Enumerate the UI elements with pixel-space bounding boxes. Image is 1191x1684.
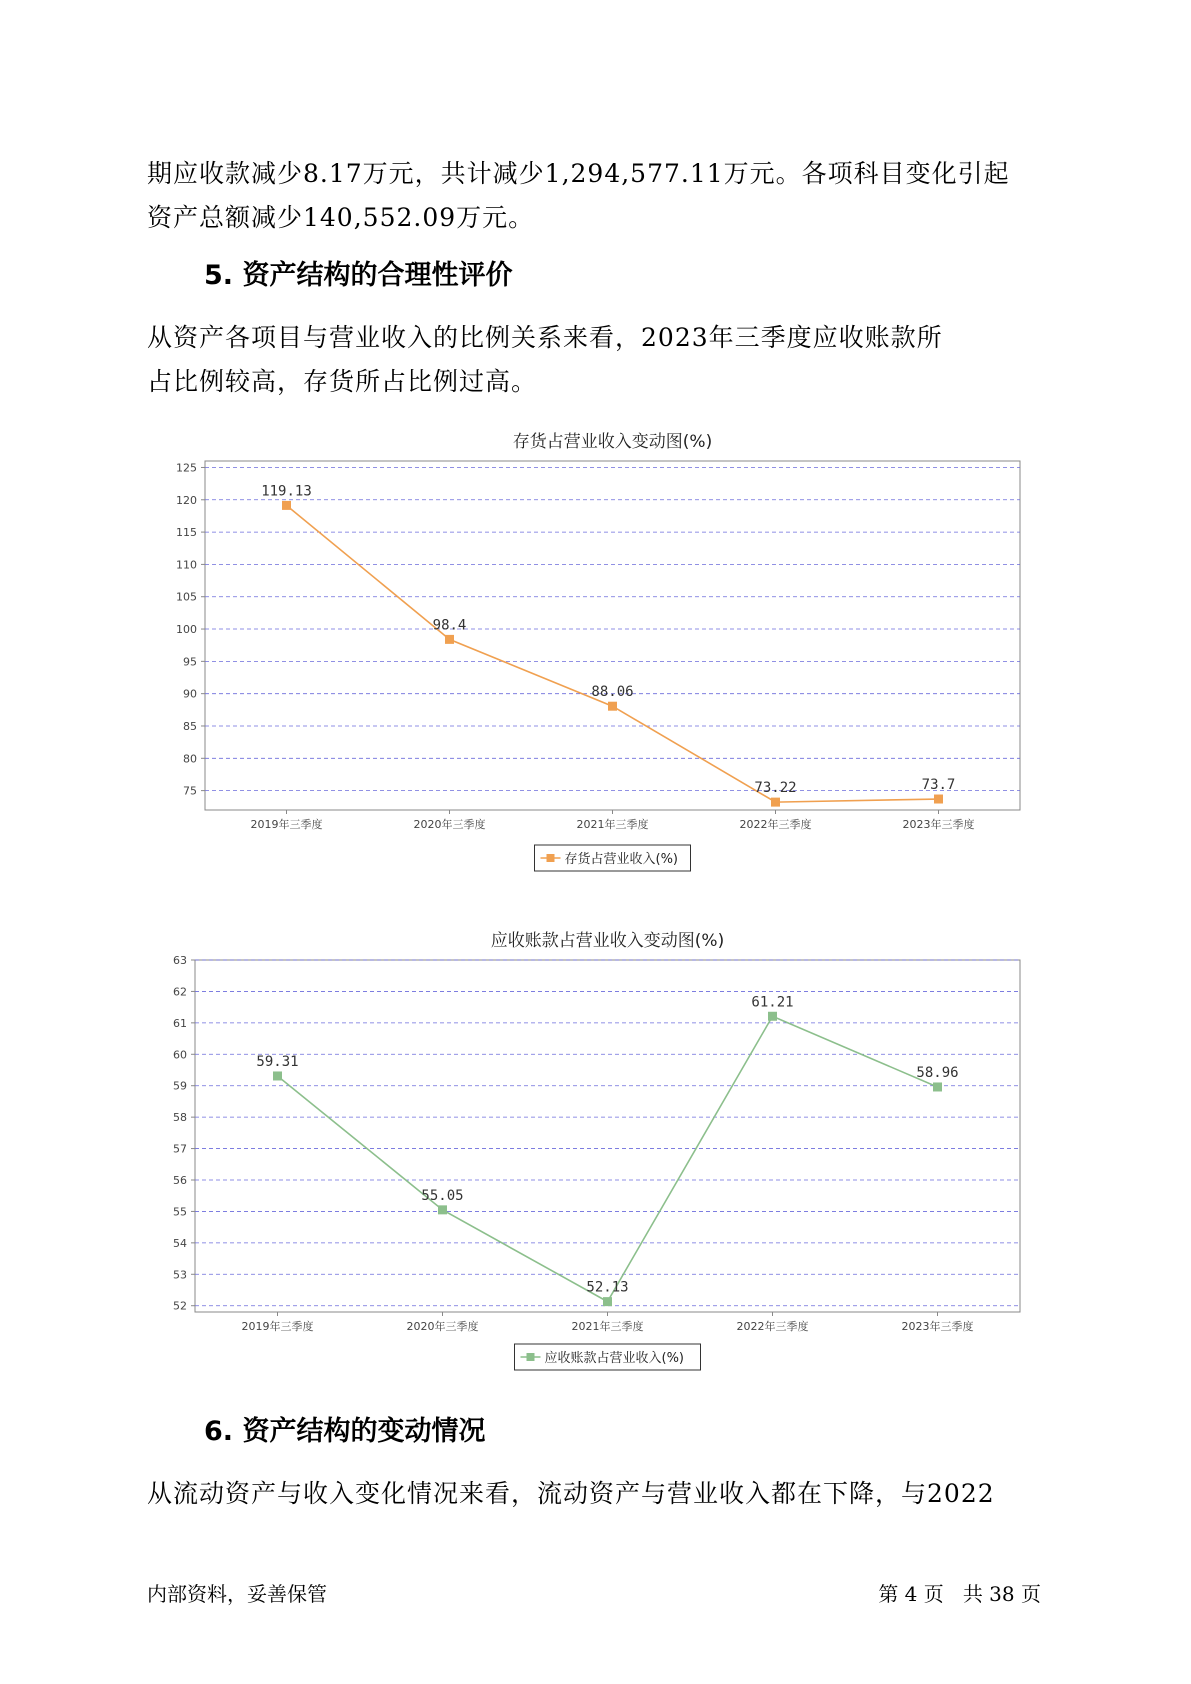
- y-tick-label: 110: [176, 558, 197, 572]
- y-tick-label: 105: [176, 590, 197, 604]
- data-label: 73.22: [754, 780, 797, 797]
- x-tick-label: 2023年三季度: [901, 1320, 974, 1333]
- y-tick-label: 62: [173, 985, 187, 999]
- plot-area: [205, 461, 1020, 810]
- paragraph-line: 从流动资产与收入变化情况来看，流动资产与营业收入都在下降，与2022: [147, 1479, 995, 1508]
- data-point: [608, 702, 617, 711]
- x-tick-label: 2020年三季度: [413, 818, 486, 831]
- y-tick-label: 80: [183, 752, 197, 766]
- inventory-ratio-chart: [150, 425, 1030, 885]
- data-point: [445, 635, 454, 644]
- data-point: [934, 795, 943, 804]
- y-tick-label: 85: [183, 719, 197, 733]
- data-label: 119.13: [261, 483, 312, 500]
- section-heading-5: 5. 资产结构的合理性评价: [204, 260, 513, 291]
- y-tick-label: 125: [176, 461, 197, 475]
- data-label: 98.4: [432, 617, 467, 634]
- data-point: [933, 1082, 942, 1091]
- data-point: [282, 501, 291, 510]
- paragraph-line: 占比例较高，存货所占比例过高。: [147, 367, 538, 396]
- data-label: 88.06: [591, 684, 634, 701]
- legend-marker: [527, 1353, 535, 1361]
- receivables-ratio-chart: [150, 920, 1030, 1380]
- y-tick-label: 90: [183, 687, 197, 701]
- data-point: [768, 1012, 777, 1021]
- section-heading-6: 6. 资产结构的变动情况: [204, 1416, 486, 1447]
- y-tick-label: 52: [173, 1299, 187, 1313]
- y-tick-label: 59: [173, 1079, 187, 1093]
- data-point: [438, 1205, 447, 1214]
- y-tick-label: 60: [173, 1048, 187, 1062]
- x-tick-label: 2021年三季度: [571, 1320, 644, 1333]
- legend-label: 应收账款占营业收入(%): [544, 1351, 684, 1366]
- chart-title: 存货占营业收入变动图(%): [512, 432, 713, 452]
- x-tick-label: 2019年三季度: [241, 1320, 314, 1333]
- chart-title: 应收账款占营业收入变动图(%): [490, 931, 725, 951]
- data-label: 52.13: [586, 1279, 629, 1296]
- paragraph-line: 资产总额减少140,552.09万元。: [147, 203, 535, 232]
- y-tick-label: 61: [173, 1016, 187, 1030]
- y-tick-label: 75: [183, 784, 197, 798]
- data-point: [273, 1071, 282, 1080]
- x-tick-label: 2022年三季度: [736, 1320, 809, 1333]
- y-tick-label: 63: [173, 954, 187, 967]
- data-point: [771, 798, 780, 807]
- x-tick-label: 2022年三季度: [739, 818, 812, 831]
- y-tick-label: 56: [173, 1174, 187, 1187]
- y-tick-label: 57: [173, 1142, 187, 1156]
- y-tick-label: 95: [183, 655, 197, 669]
- x-tick-label: 2019年三季度: [250, 818, 323, 831]
- data-label: 58.96: [916, 1064, 959, 1081]
- y-tick-label: 54: [173, 1236, 187, 1250]
- y-tick-label: 120: [176, 493, 197, 507]
- paragraph-line: 从资产各项目与营业收入的比例关系来看，2023年三季度应收账款所: [147, 323, 943, 352]
- data-label: 55.05: [421, 1187, 464, 1204]
- x-tick-label: 2023年三季度: [902, 818, 975, 831]
- data-point: [603, 1297, 612, 1306]
- y-tick-label: 100: [176, 623, 197, 637]
- footer-note: 内部资料，妥善保管: [147, 1582, 327, 1606]
- x-tick-label: 2020年三季度: [406, 1320, 479, 1333]
- plot-area: [195, 960, 1020, 1312]
- page-number: 第 4 页 共 38 页: [878, 1582, 1041, 1606]
- data-label: 61.21: [751, 994, 794, 1011]
- y-tick-label: 115: [176, 526, 197, 540]
- y-tick-label: 58: [173, 1111, 187, 1125]
- y-tick-label: 53: [173, 1268, 187, 1282]
- data-label: 59.31: [256, 1053, 299, 1070]
- paragraph-line: 期应收款减少8.17万元，共计减少1,294,577.11万元。各项科目变化引起: [147, 159, 1010, 188]
- y-tick-label: 55: [173, 1205, 187, 1219]
- data-label: 73.7: [921, 777, 956, 794]
- legend-marker: [547, 854, 555, 862]
- legend-label: 存货占营业收入(%): [564, 852, 678, 867]
- x-tick-label: 2021年三季度: [576, 818, 649, 831]
